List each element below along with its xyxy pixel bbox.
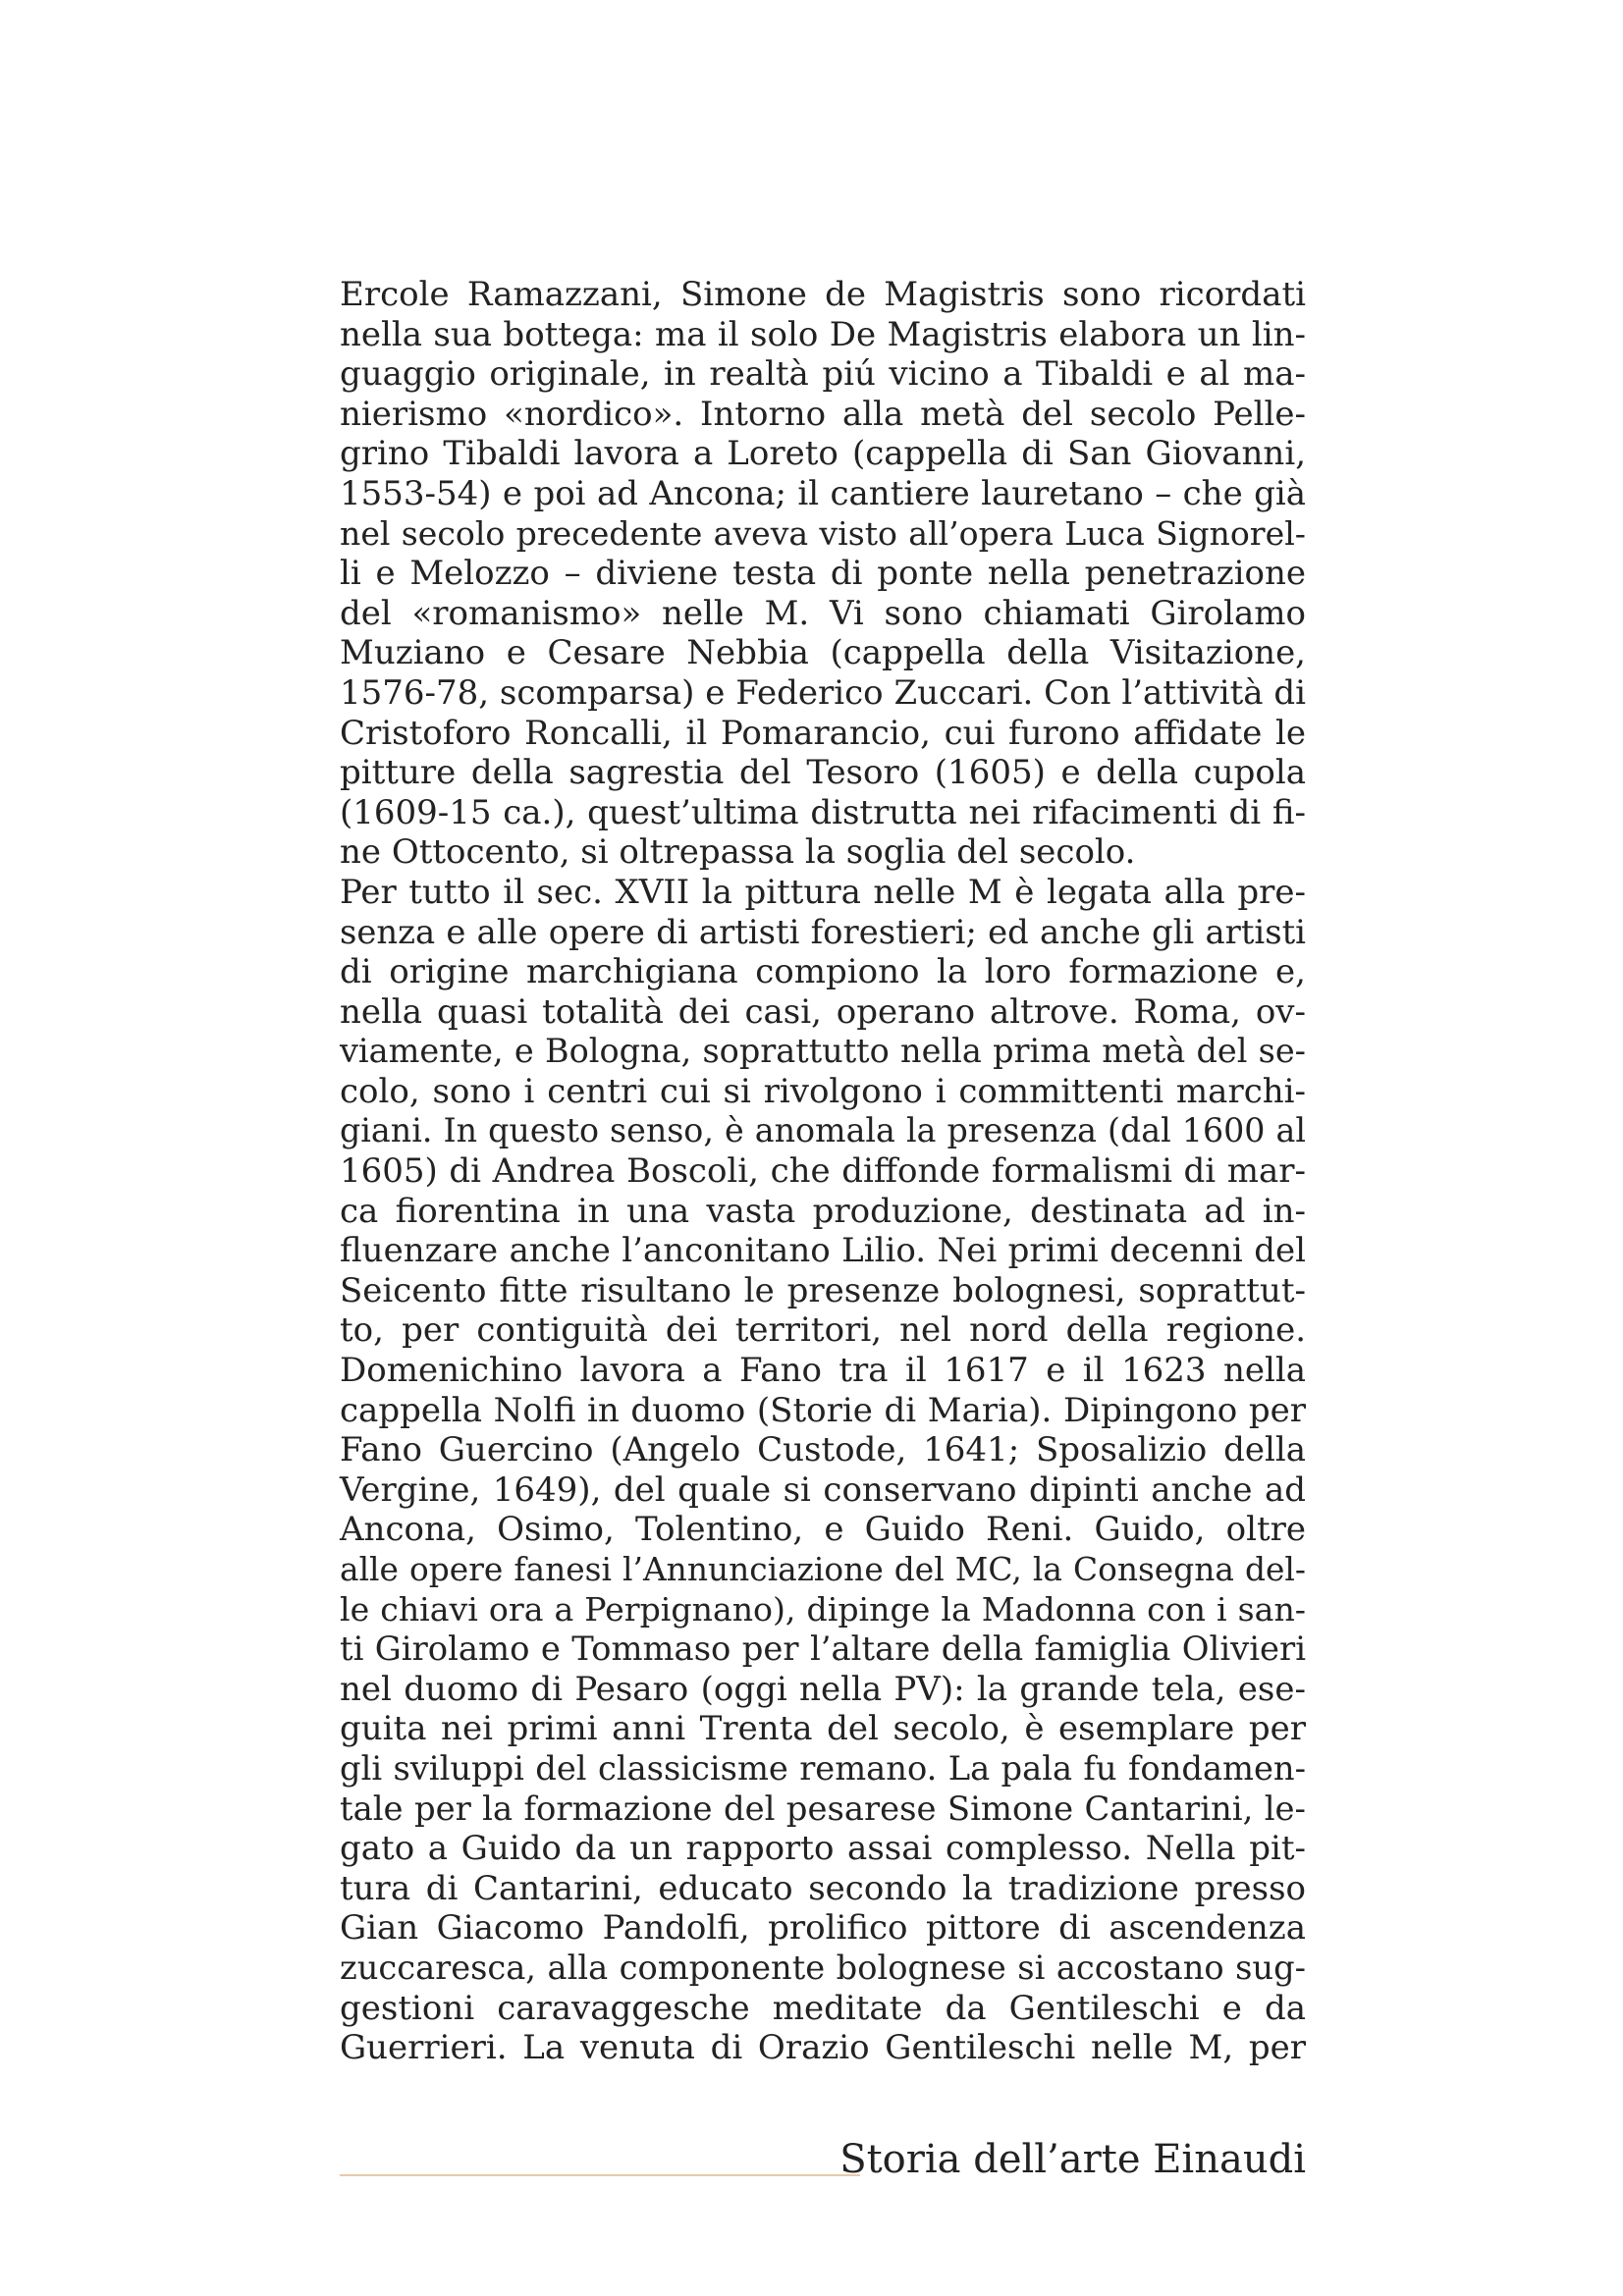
text-line: Seicento fitte risultano le presenze bolognesi, soprattut- xyxy=(340,1270,1306,1310)
text-line: pitture della sagrestia del Tesoro (1605) e della cupola xyxy=(340,753,1306,793)
footer-title: Storia dell’arte Einaudi xyxy=(839,2137,1306,2182)
text-line: gato a Guido da un rapporto assai complesso. Nella pit- xyxy=(340,1829,1306,1869)
text-line: zuccaresca, alla componente bolognese si accostano sug- xyxy=(340,1948,1306,1987)
text-line: del «romanismo» nelle M. Vi sono chiamati Girolamo xyxy=(340,593,1306,633)
text-line: le chiavi ora a Perpignano), dipinge la Madonna con i san- xyxy=(340,1589,1306,1629)
text-line: 1605) di Andrea Boscoli, che diffonde formalismi di mar- xyxy=(340,1151,1306,1192)
text-line: di origine marchigiana compiono la loro formazione e, xyxy=(340,952,1306,992)
text-line: alle opere fanesi l’Annunciazione del MC, la Consegna del- xyxy=(340,1551,1306,1588)
text-line: gli sviluppi del classicisme remano. La pala fu fondamen- xyxy=(340,1748,1306,1788)
text-line: Vergine, 1649), del quale si conservano dipinti anche ad xyxy=(340,1469,1306,1510)
text-line: nel duomo di Pesaro (oggi nella PV): la grande tela, ese- xyxy=(340,1669,1306,1709)
text-line: Fano Guercino (Angelo Custode, 1641; Sposalizio della xyxy=(340,1430,1306,1470)
text-line: Gian Giacomo Pandolfi, prolifico pittore di ascendenza xyxy=(340,1908,1306,1949)
text-line: guita nei primi anni Trenta del secolo, è esemplare per xyxy=(340,1709,1306,1749)
text-line: Domenichino lavora a Fano tra il 1617 e il 1623 nella xyxy=(340,1351,1306,1391)
text-line: nel secolo precedente aveva visto all’opera Luca Signorel- xyxy=(340,513,1306,553)
text-line: fluenzare anche l’anconitano Lilio. Nei primi decenni del xyxy=(340,1231,1306,1271)
text-line: viamente, e Bologna, soprattutto nella prima metà del se- xyxy=(340,1032,1306,1071)
text-line: ne Ottocento, si oltrepassa la soglia del secolo. xyxy=(340,832,1136,873)
text-line: li e Melozzo – diviene testa di ponte nella penetrazione xyxy=(340,554,1306,594)
text-line: guaggio originale, in realtà piú vicino a Tibaldi e al ma- xyxy=(340,354,1306,395)
text-line: Ercole Ramazzani, Simone de Magistris sono ricordati xyxy=(340,275,1306,314)
text-line: ca fiorentina in una vasta produzione, destinata ad in- xyxy=(340,1191,1306,1231)
text-line: (1609-15 ca.), quest’ultima distrutta nei rifacimenti di fi- xyxy=(340,792,1306,832)
text-line: 1576-78, scomparsa) e Federico Zuccari. Con l’attività di xyxy=(340,672,1306,713)
text-line: ti Girolamo e Tommaso per l’altare della famiglia Olivieri xyxy=(340,1629,1306,1669)
text-line: tale per la formazione del pesarese Simone Cantarini, le- xyxy=(340,1789,1306,1828)
text-line: Muziano e Cesare Nebbia (cappella della Visitazione, xyxy=(340,633,1306,673)
text-line: Per tutto il sec. XVII la pittura nelle M è legata alla pre- xyxy=(340,872,1306,912)
text-line: Cristoforo Roncalli, il Pomarancio, cui furono affidate le xyxy=(340,713,1306,753)
text-line: Ancona, Osimo, Tolentino, e Guido Reni. Guido, oltre xyxy=(340,1510,1306,1550)
text-line: giani. In questo senso, è anomala la presenza (dal 1600 al xyxy=(340,1111,1306,1150)
text-line: 1553-54) e poi ad Ancona; il cantiere lauretano – che già xyxy=(340,473,1306,513)
text-line: tura di Cantarini, educato secondo la tradizione presso xyxy=(340,1868,1306,1908)
text-line: nella quasi totalità dei casi, operano altrove. Roma, ov- xyxy=(340,991,1306,1032)
text-line: senza e alle opere di artisti forestieri; ed anche gli artisti xyxy=(340,912,1306,951)
text-line: Guerrieri. La venuta di Orazio Gentileschi nelle M, per xyxy=(340,2028,1306,2068)
text-line: grino Tibaldi lavora a Loreto (cappella di San Giovanni, xyxy=(340,434,1306,474)
text-line: nella sua bottega: ma il solo De Magistris elabora un lin- xyxy=(340,314,1306,354)
footer-rule xyxy=(340,2174,860,2176)
page-footer xyxy=(340,2130,1306,2189)
text-line: cappella Nolfi in duomo (Storie di Maria). Dipingono per xyxy=(340,1390,1306,1430)
body-text xyxy=(340,275,1306,2068)
text-line: gestioni caravaggesche meditate da Gentileschi e da xyxy=(340,1988,1306,2028)
text-line: colo, sono i centri cui si rivolgono i committenti marchi- xyxy=(340,1071,1306,1111)
text-line: to, per contiguità dei territori, nel nord della regione. xyxy=(340,1310,1306,1351)
text-line: nierismo «nordico». Intorno alla metà del secolo Pelle- xyxy=(340,394,1306,434)
